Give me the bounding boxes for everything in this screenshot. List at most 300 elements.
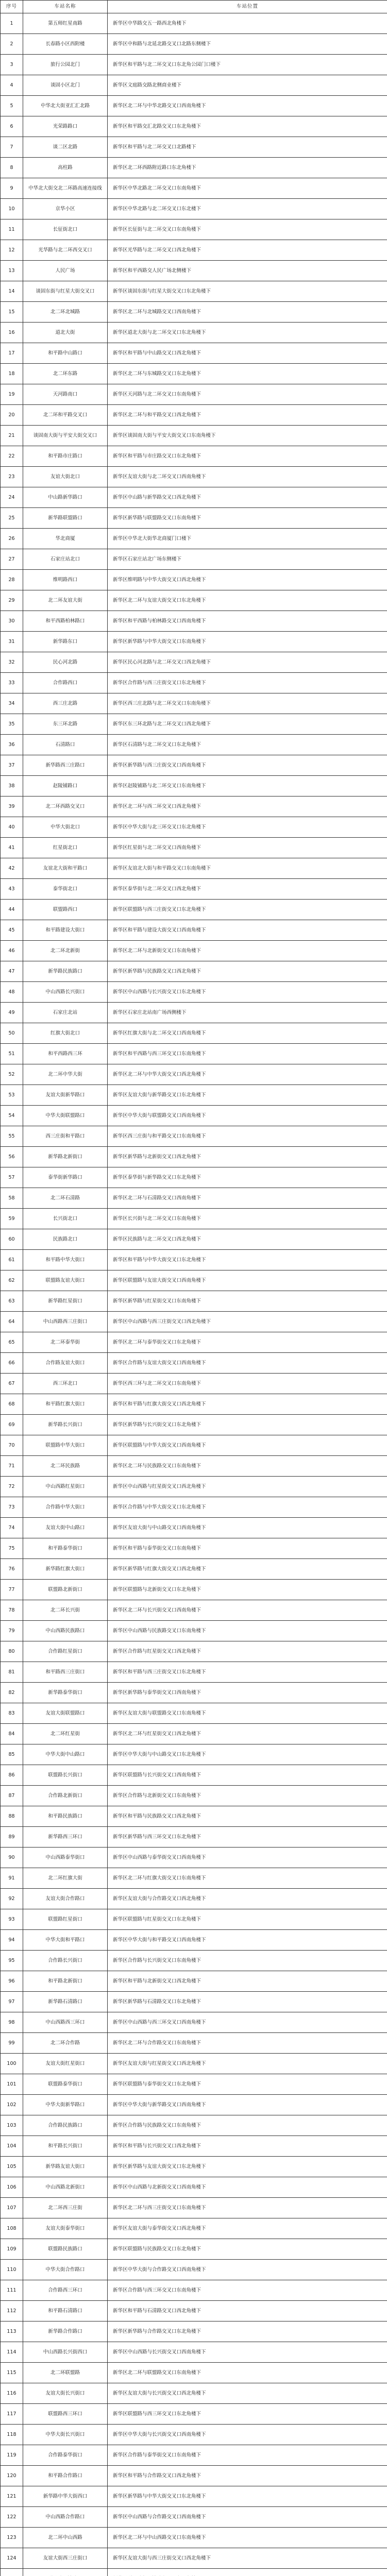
table-row (1, 2445, 387, 2466)
row-number: 87 (1, 1786, 23, 1806)
table-row (1, 1477, 387, 1497)
station-name: 石清路口 (23, 735, 108, 755)
table-row (1, 405, 387, 426)
station-location: 新华区长兴街与北二环交叉口东南角楼下 (108, 1209, 387, 1229)
header-no: 序号 (1, 1, 23, 13)
table-row (1, 1930, 387, 1951)
row-number: 104 (1, 2136, 23, 2157)
station-location: 新华区和平路与长兴街交叉口西北角楼下 (108, 2136, 387, 2157)
station-name: 联盟路中华大街口 (23, 1435, 108, 1456)
table-row (1, 2301, 387, 2321)
station-name: 和平路长兴街口 (23, 2136, 108, 2157)
table-row (1, 2321, 387, 2342)
table-row (1, 2404, 387, 2425)
row-number: 15 (1, 302, 23, 323)
station-name: 联盟路红星街口 (23, 1909, 108, 1930)
row-number: 65 (1, 1332, 23, 1353)
table-row (1, 281, 387, 302)
table-row (1, 1209, 387, 1229)
station-name: 和平路北新街口 (23, 1971, 108, 1992)
station-name: 中山西路红星街口 (23, 1477, 108, 1497)
station-location: 新华区北二环与红旗大街交叉口东南角楼下 (108, 1868, 387, 1889)
station-location: 新华区友谊大街与联盟路交叉口东南角楼下 (108, 1703, 387, 1724)
row-number: 29 (1, 590, 23, 611)
station-name: 和平路红旗大街口 (23, 1394, 108, 1415)
station-location: 新华区和平西路与西三环交叉口东南角楼下 (108, 1044, 387, 1064)
station-location: 新华区西三环与北二环交叉口东南角楼下 (108, 1374, 387, 1394)
station-location: 新华区新华路与北新街交叉口西北角楼下 (108, 1147, 387, 1167)
row-number: 81 (1, 1662, 23, 1683)
station-name: 新华路北新街口 (23, 1147, 108, 1167)
station-name: 新华路红星街口 (23, 1291, 108, 1312)
station-name: 中山路新华路口 (23, 487, 108, 508)
table-row (1, 1889, 387, 1909)
station-name: 合作路中华大街口 (23, 1497, 108, 1518)
station-name: 旅行公园北门 (23, 55, 108, 75)
table-row (1, 693, 387, 714)
station-location: 新华区联盟路与友谊大街交叉口西南角楼下 (108, 1270, 387, 1291)
station-location: 新华区合作路与北新街交叉口东南角楼下 (108, 1786, 387, 1806)
row-number: 4 (1, 75, 23, 96)
station-name: 长春路小区西附楼 (23, 34, 108, 55)
row-number: 6 (1, 116, 23, 137)
station-location: 新华区和平路与中华大街交叉口东北角楼下 (108, 1250, 387, 1270)
table-row (1, 75, 387, 96)
station-name: 中华大街新华路口 (23, 2095, 108, 2115)
table-row (1, 2363, 387, 2383)
station-name: 友谊大街新华路口 (23, 1085, 108, 1106)
row-number: 51 (1, 1044, 23, 1064)
station-name: 和平路民族路口 (23, 1806, 108, 1827)
table-row (1, 714, 387, 735)
table-row (1, 1291, 387, 1312)
table-row (1, 302, 387, 323)
table-row (1, 1188, 387, 1209)
row-number: 34 (1, 693, 23, 714)
row-number: 103 (1, 2115, 23, 2136)
station-name: 红星街北口 (23, 838, 108, 858)
table-row (1, 467, 387, 487)
row-number: 16 (1, 323, 23, 343)
station-location: 新华区新华路与石清路交叉口东北角楼下 (108, 1992, 387, 2012)
station-location: 新华区赵陵铺路与北二环交叉口东南角楼下 (108, 776, 387, 796)
table-row (1, 796, 387, 817)
station-location: 新华区和平西路与柏林路交叉口西南角楼下 (108, 611, 387, 632)
table-row (1, 178, 387, 199)
station-location: 新华区红星街与北二环交叉口西南角楼下 (108, 838, 387, 858)
station-name: 北二环石清路 (23, 1188, 108, 1209)
table-row (1, 2136, 387, 2157)
row-number: 37 (1, 755, 23, 776)
row-number: 25 (1, 508, 23, 529)
row-number: 73 (1, 1497, 23, 1518)
row-number: 114 (1, 2342, 23, 2363)
table-row (1, 1374, 387, 1394)
table-row (1, 2280, 387, 2301)
station-location: 新华区光华路与北二环交叉口西北角楼下 (108, 240, 387, 261)
table-row (1, 1456, 387, 1477)
table-row (1, 1415, 387, 1435)
row-number: 57 (1, 1167, 23, 1188)
station-name: 新华路西三环口 (23, 1827, 108, 1848)
station-name: 中山西路民族路口 (23, 1621, 108, 1641)
station-name: 北二环合作路 (23, 2033, 108, 2054)
station-location: 新华区中山西路与西三环交叉口西南角楼下 (108, 2012, 387, 2033)
station-location: 新华区石家庄站北广场东侧楼下 (108, 549, 387, 570)
row-number: 117 (1, 2404, 23, 2425)
header-location: 车站位置 (108, 1, 387, 13)
station-name: 合作路泰华街口 (23, 2445, 108, 2466)
row-number: 12 (1, 240, 23, 261)
station-location: 新华区民心河北路与北二环交叉口西北角楼下 (108, 652, 387, 673)
station-name: 赵陵铺路口 (23, 776, 108, 796)
station-location: 新华区北二环西路附近路口东北角楼下 (108, 158, 387, 178)
station-name: 北二环西路交叉口 (23, 796, 108, 817)
table-row (1, 1662, 387, 1683)
station-location: 新华区北二环与石清路交叉口西南角楼下 (108, 1188, 387, 1209)
station-location: 新华区谈固东街与红星大街交叉口东北角楼下 (108, 281, 387, 302)
row-number: 77 (1, 1580, 23, 1600)
station-location: 新华区联盟路与红星街交叉口东北角楼下 (108, 1909, 387, 1930)
station-location: 新华区友谊大街与红星街交叉口西北角楼下 (108, 2054, 387, 2074)
station-name: 中华大街北口 (23, 817, 108, 838)
station-location: 新华区和平路交汇北路交叉口东北角楼下 (108, 116, 387, 137)
table-row (1, 2383, 387, 2404)
station-name: 谈二区北路 (23, 137, 108, 158)
station-name: 北二环红旗大街 (23, 1868, 108, 1889)
station-location: 新华区友谊大街与西三庄街交叉口西北角楼下 (108, 2548, 387, 2569)
table-row (1, 487, 387, 508)
row-number: 24 (1, 487, 23, 508)
station-location: 新华区友谊大街与长兴街交叉口西北角楼下 (108, 2383, 387, 2404)
row-number: 33 (1, 673, 23, 693)
station-location: 新华区友谊大街与泰华街交叉口西北角楼下 (108, 2218, 387, 2239)
station-location: 新华区中山西路与民族路交叉口东南角楼下 (108, 1621, 387, 1641)
station-location: 新华区石家庄北站南广场西侧楼下 (108, 1003, 387, 1023)
station-location: 新华区中华大街与联盟路交叉口西南角楼下 (108, 1106, 387, 1126)
station-name: 北二环和平路交叉口 (23, 405, 108, 426)
table-row (1, 590, 387, 611)
station-name: 中华大街长兴街口 (23, 2425, 108, 2445)
row-number: 47 (1, 961, 23, 982)
table-row (1, 2486, 387, 2507)
table-row (1, 1435, 387, 1456)
table-row (1, 2095, 387, 2115)
row-number: 7 (1, 137, 23, 158)
row-number: 85 (1, 1744, 23, 1765)
row-number: 18 (1, 364, 23, 384)
row-number: 66 (1, 1353, 23, 1374)
station-name: 光荣路路口 (23, 116, 108, 137)
station-name: 天河路南口 (23, 384, 108, 405)
station-name: 新华路友谊大街口 (23, 2157, 108, 2177)
row-number: 35 (1, 714, 23, 735)
row-number: 118 (1, 2425, 23, 2445)
station-location: 新华区中山西路与红星街交叉口西北角楼下 (108, 1477, 387, 1497)
station-location: 新华区北二环与长兴街交叉口西南角楼下 (108, 1600, 387, 1621)
table-row (1, 529, 387, 549)
station-location: 新华区新华路与红旗大街交叉口西北角楼下 (108, 1559, 387, 1580)
station-location: 新华区和平路与红旗大街交叉口西北角楼下 (108, 1394, 387, 1415)
row-number: 100 (1, 2054, 23, 2074)
table-row (1, 1167, 387, 1188)
station-name: 新华路东口 (23, 632, 108, 652)
station-name: 北二环中山西路 (23, 2528, 108, 2548)
station-name: 友谊北大街和平路口 (23, 858, 108, 879)
station-name: 合作路西三环口 (23, 2280, 108, 2301)
table-row (1, 261, 387, 281)
row-number: 88 (1, 1806, 23, 1827)
station-location: 新华区维明路与中华大街交叉口西北角楼下 (108, 570, 387, 590)
station-location: 新华区西三庄北路与北二环交叉口东南角楼下 (108, 693, 387, 714)
station-name: 长兴街北口 (23, 1209, 108, 1229)
row-number: 111 (1, 2280, 23, 2301)
station-name: 东三环北路 (23, 714, 108, 735)
table-row (1, 2115, 387, 2136)
station-name: 中山西路北新街口 (23, 2177, 108, 2198)
row-number: 62 (1, 1270, 23, 1291)
table-row (1, 1044, 387, 1064)
row-number: 122 (1, 2507, 23, 2528)
table-row (1, 982, 387, 1003)
row-number: 30 (1, 611, 23, 632)
station-location: 新华区泰华街与新华路交叉口东北角楼下 (108, 1167, 387, 1188)
table-row (1, 1951, 387, 1971)
table-row (1, 838, 387, 858)
station-name: 和平西路柏林路口 (23, 611, 108, 632)
station-location: 新华区和平路与北新街交叉口西北角楼下 (108, 1971, 387, 1992)
station-name: 民族路北口 (23, 1229, 108, 1250)
station-location (108, 2569, 387, 2576)
header-name: 车站名称 (23, 1, 108, 13)
station-name: 新华路石清路口 (23, 1992, 108, 2012)
station-location: 新华区和平路与建设大街交叉口西南角楼下 (108, 920, 387, 941)
station-name: 西三庄北路 (23, 693, 108, 714)
row-number: 56 (1, 1147, 23, 1167)
table-row (1, 199, 387, 219)
table-row (1, 2342, 387, 2363)
station-name: 北二环东路 (23, 364, 108, 384)
station-name: 友谊大街长兴街口 (23, 2383, 108, 2404)
table-row (1, 2157, 387, 2177)
table-row (1, 776, 387, 796)
station-name: 和平路中华大街口 (23, 1250, 108, 1270)
station-name: 合作路西口 (23, 673, 108, 693)
station-location: 新华区北二环与中山西路交叉口东南角楼下 (108, 2528, 387, 2548)
table-row (1, 13, 387, 34)
station-name: 北二环长兴街 (23, 1600, 108, 1621)
table-row (1, 2218, 387, 2239)
station-location: 新华区新华路与合作路交叉口东北角楼下 (108, 2321, 387, 2342)
station-location: 新华区石清路与北二环交叉口东北角楼下 (108, 735, 387, 755)
row-number: 76 (1, 1559, 23, 1580)
station-location: 新华区北二环与中华北路交叉口西南角楼下 (108, 96, 387, 116)
station-location: 新华区北二环与中华大街交叉口西北角楼下 (108, 1064, 387, 1085)
table-row (1, 1744, 387, 1765)
table-row (1, 1641, 387, 1662)
table-row (1, 755, 387, 776)
station-name: 联盟路西口 (23, 900, 108, 920)
table-row (1, 1580, 387, 1600)
station-location: 新华区和平路与北二环交叉口东北角公园门口楼下 (108, 55, 387, 75)
station-name: 华北商厦 (23, 529, 108, 549)
table-row (1, 323, 387, 343)
row-number: 79 (1, 1621, 23, 1641)
row-number: 98 (1, 2012, 23, 2033)
row-number: 43 (1, 879, 23, 900)
station-location: 新华区合作路与长兴街交叉口东南角楼下 (108, 1951, 387, 1971)
row-number: 97 (1, 1992, 23, 2012)
station-name: 新华路长兴街口 (23, 1415, 108, 1435)
row-number: 99 (1, 2033, 23, 2054)
station-location: 新华区联盟路与西三庄街交叉口东北角楼下 (108, 900, 387, 920)
table-row (1, 652, 387, 673)
station-location: 新华区北二环与西二环交叉口西北角楼下 (108, 796, 387, 817)
row-number: 40 (1, 817, 23, 838)
row-number: 20 (1, 405, 23, 426)
station-name: 中华大街中山路口 (23, 1744, 108, 1765)
station-location: 新华区和平路与北二环交叉口北路楼下 (108, 137, 387, 158)
table-row (1, 2569, 387, 2576)
row-number: 27 (1, 549, 23, 570)
row-number: 63 (1, 1291, 23, 1312)
station-location: 新华区北二环与合作路交叉口东南角楼下 (108, 2033, 387, 2054)
row-number: 92 (1, 1889, 23, 1909)
row-number: 28 (1, 570, 23, 590)
table-row (1, 34, 387, 55)
table-row (1, 446, 387, 467)
row-number: 86 (1, 1765, 23, 1786)
table-row (1, 2054, 387, 2074)
station-name: 长征街北口 (23, 219, 108, 240)
station-name: 泰华街新华路口 (23, 1167, 108, 1188)
station-location: 新华区新华路与西三庄街交叉口西南角楼下 (108, 755, 387, 776)
station-location: 新华区和平路与民族路交叉口西北角楼下 (108, 1806, 387, 1827)
station-name: 民心河北路 (23, 652, 108, 673)
station-location: 新华区北二环与和平路交叉口西北角楼下 (108, 405, 387, 426)
station-name: 北二环泰华街 (23, 1332, 108, 1353)
station-name: 友谊大街中山路口 (23, 1518, 108, 1538)
station-location: 新华区和平路与合作路交叉口西北角楼下 (108, 2466, 387, 2486)
station-location: 新华区友谊大街与中山路交叉口西南角楼下 (108, 1518, 387, 1538)
row-number: 48 (1, 982, 23, 1003)
station-location: 新华区北二环与联盟路交叉口东南角楼下 (108, 2363, 387, 2383)
station-location: 新华区中山西路与长兴街交叉口东北角楼下 (108, 982, 387, 1003)
row-number: 45 (1, 920, 23, 941)
table-row (1, 55, 387, 75)
station-location: 新华区合作路与泰华街交叉口东南角楼下 (108, 2445, 387, 2466)
row-number: 75 (1, 1538, 23, 1559)
row-number: 41 (1, 838, 23, 858)
station-location: 新华区北二环与西三庄街交叉口东南角楼下 (108, 2198, 387, 2218)
row-number: 60 (1, 1229, 23, 1250)
table-row (1, 1703, 387, 1724)
station-name: 高柱路 (23, 158, 108, 178)
table-row (1, 158, 387, 178)
table-row (1, 879, 387, 900)
station-location: 新华区西三庄街与和平路交叉口东南角楼下 (108, 1126, 387, 1147)
station-name: 中山西路长兴街西口 (23, 2342, 108, 2363)
station-name: 合作路民族路口 (23, 2115, 108, 2136)
table-row (1, 1765, 387, 1786)
station-name: 人民广场 (23, 261, 108, 281)
row-number: 67 (1, 1374, 23, 1394)
table-row (1, 1126, 387, 1147)
row-number: 2 (1, 34, 23, 55)
station-name: 新华路民族路口 (23, 961, 108, 982)
station-name: 北二环北新街 (23, 941, 108, 961)
row-number: 110 (1, 2260, 23, 2280)
table-row (1, 1394, 387, 1415)
station-name: 友谊大街红星街口 (23, 2054, 108, 2074)
station-name: 中华大街合作路口 (23, 2260, 108, 2280)
station-location: 新华区新华路与西三环交叉口东北角楼下 (108, 1827, 387, 1848)
station-location: 新华区中华北路与北二环交叉口东北楼下 (108, 199, 387, 219)
row-number: 95 (1, 1951, 23, 1971)
station-name: 友谊大街合作路口 (23, 1889, 108, 1909)
row-number: 80 (1, 1641, 23, 1662)
station-location: 新华区中华大街与合作路交叉口西南角楼下 (108, 2260, 387, 2280)
table-row (1, 1250, 387, 1270)
row-number: 83 (1, 1703, 23, 1724)
table-row (1, 364, 387, 384)
station-location: 新华区中山路与新华路交叉口西北角楼下 (108, 487, 387, 508)
row-number: 9 (1, 178, 23, 199)
station-name: 谈固南大街与平安大街交叉口 (23, 426, 108, 446)
station-name: 谈固小区北门 (23, 75, 108, 96)
row-number (1, 2569, 23, 2576)
station-name: 联盟路长兴街口 (23, 1765, 108, 1786)
row-number: 36 (1, 735, 23, 755)
station-location: 新华区北二环与泰华街交叉口东北角楼下 (108, 1332, 387, 1353)
row-number: 119 (1, 2445, 23, 2466)
station-name: 北二环民族路 (23, 1456, 108, 1477)
station-name: 中华北大街亚汇汇北路 (23, 96, 108, 116)
station-name: 合作路北新街口 (23, 1786, 108, 1806)
row-number: 96 (1, 1971, 23, 1992)
table-row (1, 632, 387, 652)
station-location: 新华区中华大街与和平路交叉口西南角楼下 (108, 1930, 387, 1951)
station-location: 新华区新华路与泰华街交叉口西南角楼下 (108, 1683, 387, 1703)
station-name: 北二环北城路 (23, 302, 108, 323)
row-number: 10 (1, 199, 23, 219)
station-name: 中山西路西三环口 (23, 2012, 108, 2033)
station-name: 维明路西口 (23, 570, 108, 590)
row-number: 101 (1, 2074, 23, 2095)
station-name: 新华路中华大街西口 (23, 2486, 108, 2507)
row-number: 19 (1, 384, 23, 405)
station-location: 新华区天河路与北二环交叉口东南角楼下 (108, 384, 387, 405)
station-location: 新华区中华大街与长兴街交叉口西南角楼下 (108, 2425, 387, 2445)
table-row (1, 1827, 387, 1848)
station-location: 新华区红旗大街与北二环交叉口西南角楼下 (108, 1023, 387, 1044)
station-name: 中山西路长兴街口 (23, 982, 108, 1003)
station-name: 合作路长兴街口 (23, 1951, 108, 1971)
row-number: 17 (1, 343, 23, 364)
station-name: 联盟路北新街口 (23, 1580, 108, 1600)
station-name: 和平路西三庄街口 (23, 1662, 108, 1683)
table-row (1, 384, 387, 405)
row-number: 123 (1, 2528, 23, 2548)
station-name: 光华路与北二环西交叉口 (23, 240, 108, 261)
table-row (1, 508, 387, 529)
row-number: 32 (1, 652, 23, 673)
table-row (1, 1229, 387, 1250)
table-row (1, 2507, 387, 2528)
table-row (1, 735, 387, 755)
station-name: 新华路泰华街口 (23, 1683, 108, 1703)
row-number: 8 (1, 158, 23, 178)
